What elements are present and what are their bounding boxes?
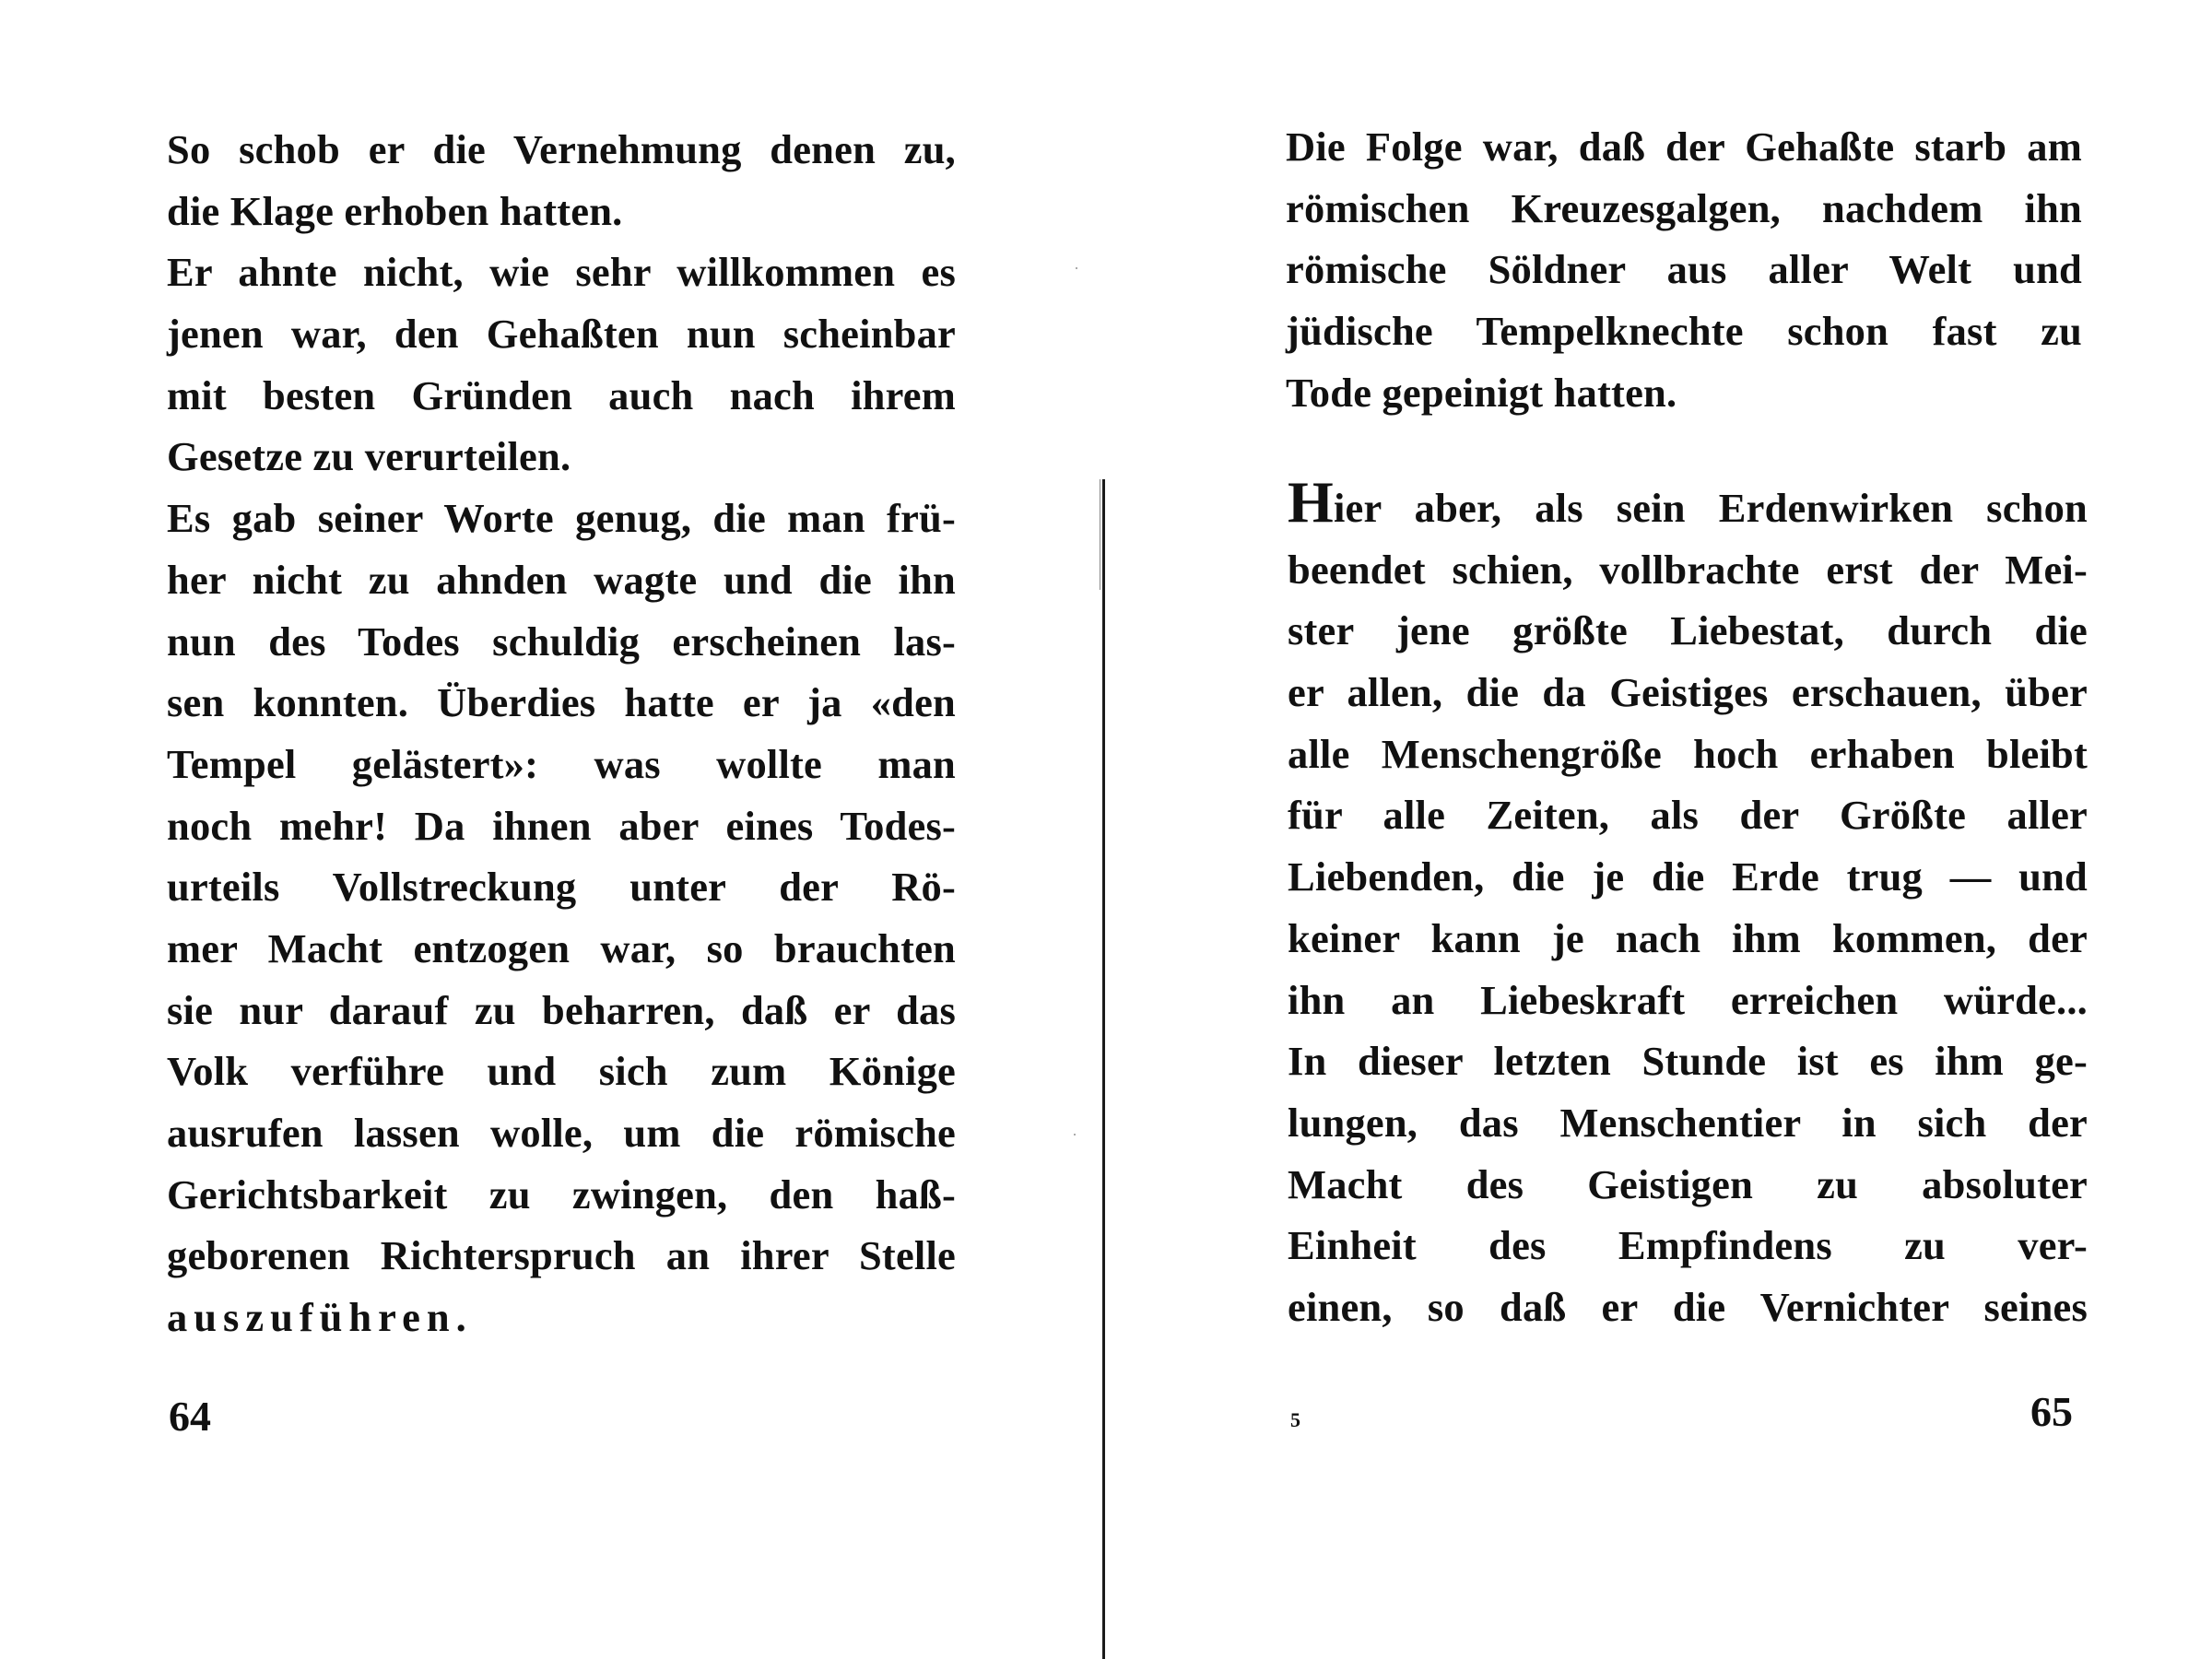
left-page [0,0,1097,1659]
text-line: Volk verführe und sich zum Könige [167,1048,956,1095]
right-page-text-top [1286,116,2082,423]
text-line: er allen, die da Geistiges erschauen, über [1288,669,2088,716]
text-line: römischen Kreuzesgalgen, nachdem ihn [1286,184,2082,231]
text-line-first [1288,469,2088,539]
text-line: sie nur darauf zu beharren, daß er das [167,986,956,1033]
text-line: die Klage erhoben hatten. [167,187,623,234]
signature-mark: 5 [1290,1408,1300,1431]
text-line: jüdische Tempelknechte schon fast zu [1286,308,2082,355]
text-line: mer Macht entzogen war, so brauchten [167,924,956,971]
text-line: Es gab seiner Worte genug, die man frü- [167,495,956,542]
text-line: Tempel gelästert»: was wollte man [167,740,956,787]
text-line: Gerichtsbarkeit zu zwingen, den haß- [167,1171,956,1218]
text-line: ster jene größte Liebestat, durch die [1288,607,2088,654]
text-line: Liebenden, die je die Erde trug — und [1288,853,2088,900]
text-line: In dieser letzten Stunde ist es ihm ge- [1288,1038,2088,1085]
text-line: Tode gepeinigt hatten. [1286,369,1677,416]
text-line: Die Folge war, daß der Gehaßte starb am [1286,124,2082,170]
text-line: ihn an Liebeskraft erreichen würde... [1288,976,2088,1023]
text-line: Macht des Geistigen zu absoluter [1288,1160,2088,1207]
first-line-text: ier aber, als sein Erdenwirken schon [1333,485,2088,531]
text-line: beendet schien, vollbrachte erst der Mei- [1288,546,2088,593]
text-line: Er ahnte nicht, wie sehr willkommen es [167,249,956,296]
page-number-left: 64 [169,1393,211,1440]
left-page-text [167,119,956,1348]
scan-speck [1074,1134,1076,1135]
text-line: geborenen Richterspruch an ihrer Stelle [167,1232,956,1279]
text-line: auszuführen. [167,1294,473,1341]
page-number-right: 65 [2030,1388,2073,1435]
text-line: sen konnten. Überdies hatte er ja «den [167,679,956,726]
text-line: her nicht zu ahnden wagte und die ihn [167,556,956,603]
book-gutter [1102,479,1105,1659]
text-line: mit besten Gründen auch nach ihrem [167,371,956,418]
text-line: lungen, das Menschentier in sich der [1288,1099,2088,1146]
right-page-text-bottom [1288,469,2088,1338]
drop-cap: H [1288,469,1334,535]
text-line: jenen war, den Gehaßten nun scheinbar [167,311,956,358]
text-line: nun des Todes schuldig erscheinen las- [167,618,956,665]
text-line: urteils Vollstreckung unter der Rö- [167,864,956,911]
text-line: Einheit des Empfindens zu ver- [1288,1222,2088,1269]
text-line: noch mehr! Da ihnen aber eines Todes- [167,802,956,849]
text-line: Gesetze zu verurteilen. [167,433,571,480]
text-line: für alle Zeiten, als der Größte aller [1288,792,2088,839]
text-line: keiner kann je nach ihm kommen, der [1288,914,2088,961]
text-line: So schob er die Vernehmung denen zu, [167,126,956,172]
scan-speck [1076,267,1077,269]
text-line: römische Söldner aus aller Welt und [1286,246,2082,293]
text-line: ausrufen lassen wolle, um die römische [167,1110,956,1156]
text-line: einen, so daß er die Vernichter seines [1288,1283,2088,1330]
text-line: alle Menschengröße hoch erhaben bleibt [1288,730,2088,777]
